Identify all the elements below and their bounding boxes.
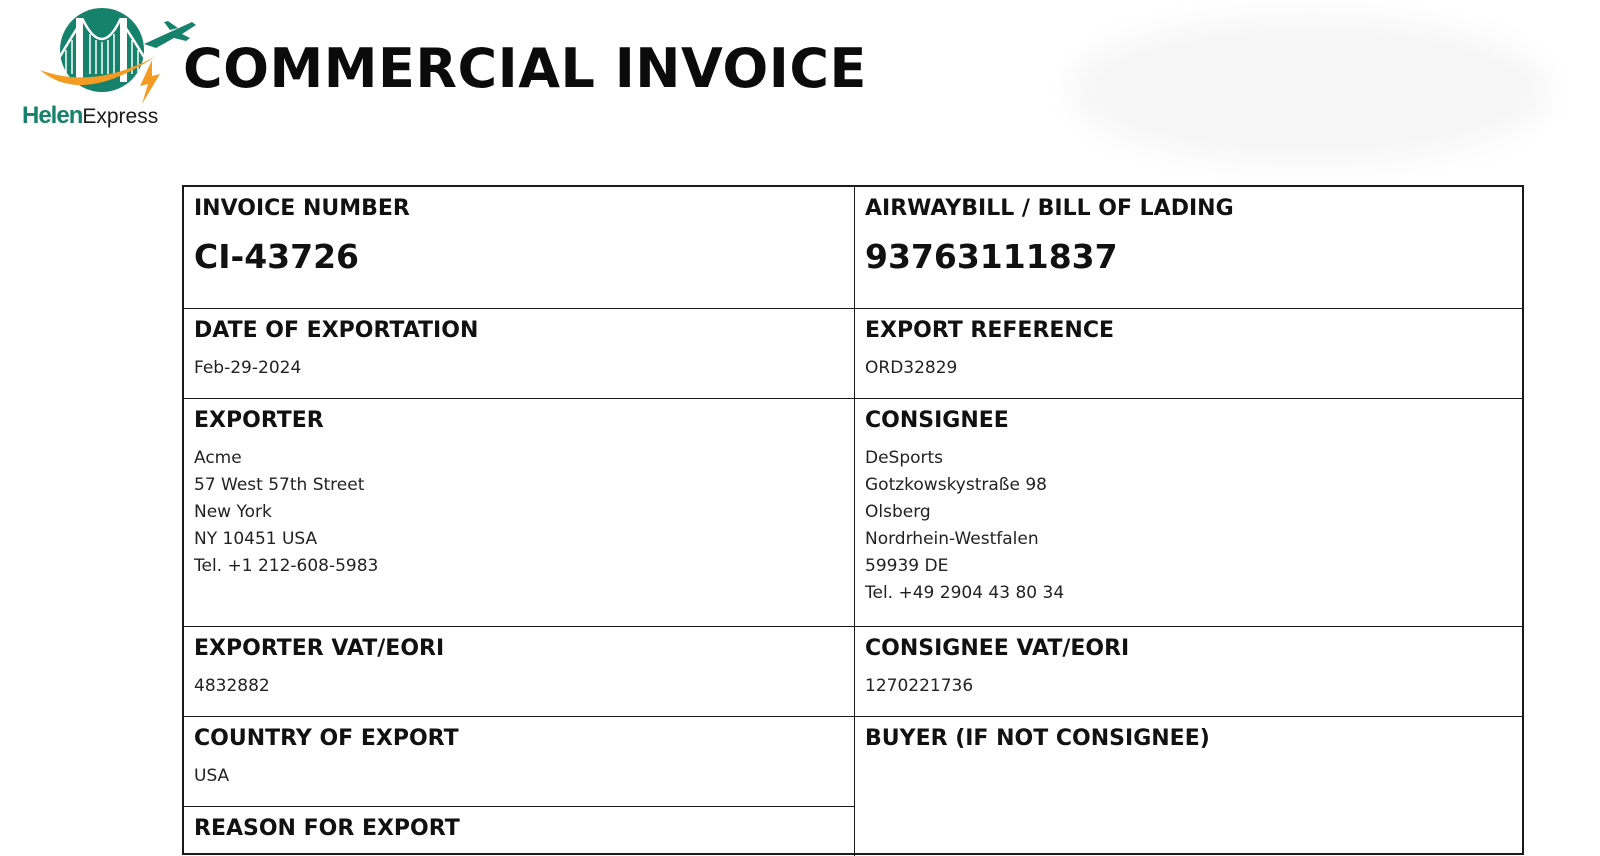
logo-brand-rest: Express — [82, 105, 159, 128]
consignee-line: Gotzkowskystraße 98 — [865, 475, 1047, 495]
consignee-line: Nordrhein-Westfalen — [865, 529, 1039, 549]
date-of-exportation-label: DATE OF EXPORTATION — [194, 318, 479, 343]
exporter-line: Tel. +1 212-608-5983 — [194, 556, 379, 576]
company-logo — [20, 4, 195, 134]
exporter-line: Acme — [194, 448, 242, 468]
airwaybill-value: 93763111837 — [865, 237, 1118, 276]
consignee-vat-label: CONSIGNEE VAT/EORI — [865, 636, 1130, 661]
exporter-line: 57 West 57th Street — [194, 475, 365, 495]
consignee-vat-value: 1270221736 — [865, 676, 974, 696]
invoice-number-label: INVOICE NUMBER — [194, 196, 410, 221]
date-of-exportation-value: Feb-29-2024 — [194, 358, 302, 378]
date-of-exportation-cell — [184, 308, 855, 398]
consignee-line: Tel. +49 2904 43 80 34 — [865, 583, 1065, 603]
consignee-label: CONSIGNEE — [865, 408, 1009, 433]
consignee-line: Olsberg — [865, 502, 931, 522]
exporter-vat-label: EXPORTER VAT/EORI — [194, 636, 445, 661]
export-reference-cell — [855, 308, 1522, 398]
export-reference-label: EXPORT REFERENCE — [865, 318, 1115, 343]
country-of-export-value: USA — [194, 766, 230, 786]
exporter-line: New York — [194, 502, 272, 522]
document-title: COMMERCIAL INVOICE — [183, 37, 867, 100]
airwaybill-cell — [855, 187, 1522, 308]
exporter-vat-value: 4832882 — [194, 676, 270, 696]
country-of-export-label: COUNTRY OF EXPORT — [194, 726, 459, 751]
logo-wordmark — [22, 104, 158, 131]
logo-brand-bold: Helen — [22, 102, 83, 129]
consignee-line: DeSports — [865, 448, 944, 468]
consignee-cell — [855, 398, 1522, 626]
reason-for-export-cell — [184, 806, 855, 856]
export-reference-value: ORD32829 — [865, 358, 958, 378]
reason-for-export-label: REASON FOR EXPORT — [194, 816, 460, 841]
exporter-address — [194, 445, 844, 580]
airwaybill-label: AIRWAYBILL / BILL OF LADING — [865, 196, 1234, 221]
consignee-line: 59939 DE — [865, 556, 949, 576]
buyer-label: BUYER (IF NOT CONSIGNEE) — [865, 726, 1210, 751]
exporter-label: EXPORTER — [194, 408, 324, 433]
invoice-details-table — [182, 185, 1524, 855]
buyer-cell — [855, 716, 1522, 856]
country-of-export-cell — [184, 716, 855, 806]
consignee-address — [865, 445, 1512, 607]
background-smudge — [1070, 15, 1550, 165]
invoice-number-value: CI-43726 — [194, 237, 359, 276]
exporter-cell — [184, 398, 855, 626]
exporter-vat-cell — [184, 626, 855, 716]
invoice-number-cell — [184, 187, 855, 308]
consignee-vat-cell — [855, 626, 1522, 716]
exporter-line: NY 10451 USA — [194, 529, 318, 549]
bridge-plane-logo-icon — [32, 4, 197, 112]
